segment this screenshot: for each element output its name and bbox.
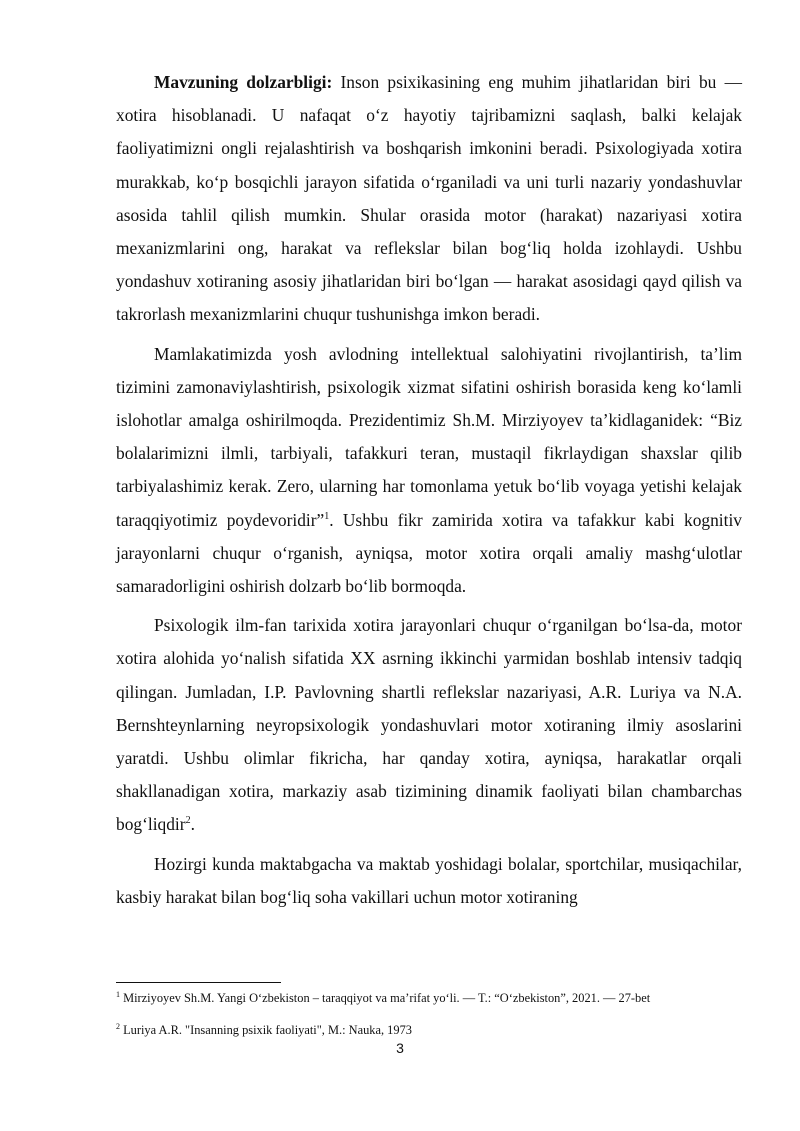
- footnote-ref-1: 1: [324, 510, 330, 522]
- footnote-mark: 2: [116, 1021, 120, 1031]
- paragraph-current: [116, 848, 742, 914]
- paragraph-text-tail: .: [190, 814, 195, 835]
- footnote-1: [116, 990, 742, 1006]
- footnote-divider: [116, 982, 281, 983]
- page-number: 3: [396, 1040, 404, 1056]
- paragraph-relevance: [116, 66, 742, 332]
- relevance-heading: Mavzuning dolzarbligi:: [154, 72, 333, 92]
- paragraph-text: Hozirgi kunda maktabgacha va maktab yoshidagi bolalar, sportchilar, musiqachilar, kasbiy harakat bilan bog‘liq soha vakillari uchun motor xotiraning: [116, 853, 742, 907]
- paragraph-text: Inson psixikasining eng muhim jihatlaridan biri bu — xotira hisoblanadi. U nafaqat o‘z hayotiy tajribamizni saqlash, balki kelajak faoliyatimizni ongli rejalashtirish va boshqarish imkonini beradi. Psixologiyada xotira murakkab, ko‘p bosqichli jarayon sifatida o‘rganiladi va uni turli nazariy yondashuvlar asosida tahlil qilish mumkin. Shular orasida motor (harakat) nazariyasi xotira mexanizmlarini ong, harakat va reflekslar bilan bog‘liq holda izohlaydi. Ushbu yondashuv xotiraning asosiy jihatlaridan biri bo‘lgan — harakat asosidagi qayd qilish va takrorlash mexanizmlarini chuqur tushunishga imkon beradi.: [116, 72, 742, 325]
- paragraph-text: Psixologik ilm-fan tarixida xotira jarayonlari chuqur o‘rganilgan bo‘lsa-da, motor xotira alohida yo‘nalish sifatida XX asrning ikkinchi yarmidan boshlab intensiv tadqiq qilingan. Jumladan, I.P. Pavlovning shartli reflekslar nazariyasi, A.R. Luriya va N.A. Bernshteynlarning neyropsixologik yondashuvlari motor xotiraning ilmiy asoslarini yaratdi. Ushbu olimlar fikricha, har qanday xotira, ayniqsa, harakatlar orqali shakllanadigan xotira, markaziy asab tizimining dinamik faoliyati bilan chambarchas bog‘liqdir: [116, 615, 742, 835]
- footnote-2: [116, 1022, 742, 1038]
- paragraph-reforms: [116, 338, 742, 604]
- footnote-ref-2: 2: [185, 815, 191, 827]
- footnote-text: Mirziyoyev Sh.M. Yangi O‘zbekiston – taraqqiyot va ma’rifat yo‘li. — T.: “O‘zbekiston”, 2021. — 27-bet: [120, 991, 651, 1005]
- paragraph-history: [116, 609, 742, 841]
- footnote-text: Luriya A.R. "Insanning psixik faoliyati", M.: Nauka, 1973: [120, 1023, 412, 1037]
- body-text: [116, 66, 742, 920]
- paragraph-text: Mamlakatimizda yosh avlodning intellektual salohiyatini rivojlantirish, ta’lim tizimini zamonaviylashtirish, psixologik xizmat sifatini oshirish borasida keng ko‘lamli islohotlar amalga oshirilmoqda. Prezidentimiz Sh.M. Mirziyoyev ta’kidlaganidek: “Biz bolalarimizni ilmli, tarbiyali, tafakkuri teran, mustaqil fikrlaydigan shaxslar qilib tarbiyalashimiz kerak. Zero, ularning har tomonlama yetuk bo‘lib voyaga yetishi kelajak taraqqiyotimiz poydevoridir”: [116, 343, 742, 530]
- paragraph-text-tail: . Ushbu fikr zamirida xotira va tafakkur kabi kognitiv jarayonlarni chuqur o‘rganish, ayniqsa, motor xotira orqali amaliy mashg‘ulotlar samaradorligini oshirish dolzarb bo‘lib bormoqda.: [116, 509, 742, 597]
- footnote-mark: 1: [116, 989, 120, 999]
